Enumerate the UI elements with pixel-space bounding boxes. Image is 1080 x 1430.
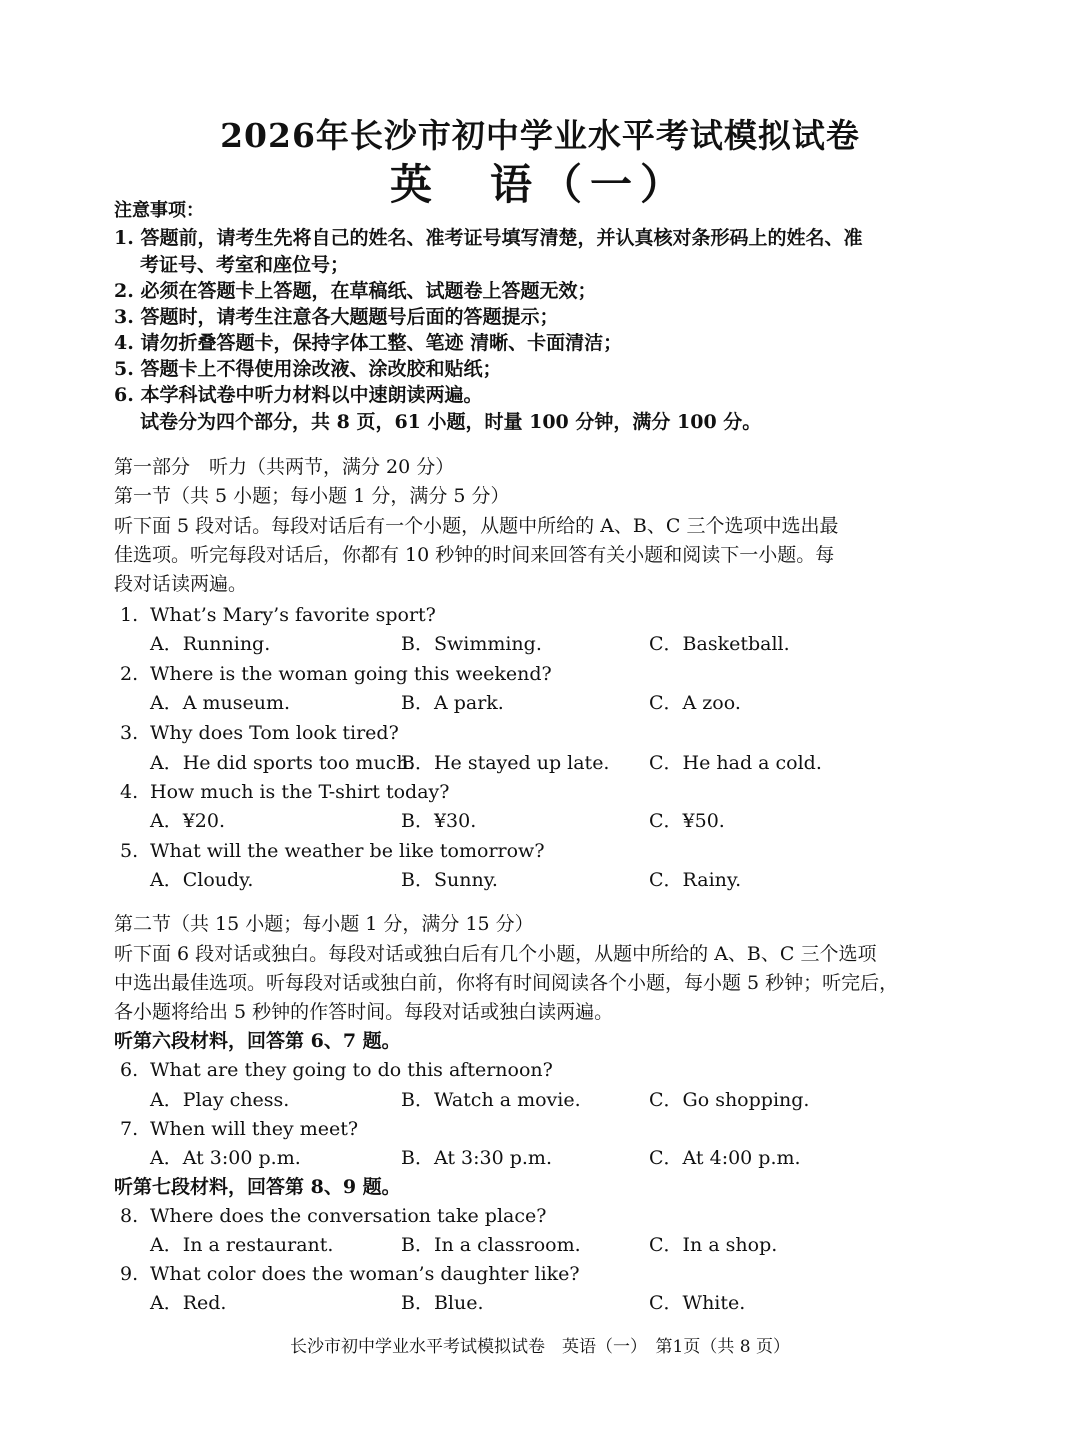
notice-item: 3. 答题时，请考生注意各大题题号后面的答题提示；	[114, 306, 559, 328]
part1-heading: 第一部分 听力（共两节，满分 20 分）	[114, 456, 455, 478]
question-6	[0, 1057, 1080, 1083]
question-9	[0, 1261, 1080, 1287]
section2-instructions: 各小题将给出 5 秒钟的作答时间。每段对话或独白读两遍。	[114, 1001, 614, 1023]
options-4	[0, 808, 1080, 834]
option-c: C．In a shop.	[649, 1234, 778, 1256]
question-text: When will they meet?	[150, 1118, 359, 1140]
exam-title: 2026年长沙市初中学业水平考试模拟试卷	[220, 116, 860, 155]
option-a: A．In a restaurant.	[150, 1234, 334, 1256]
question-1	[0, 602, 1080, 628]
question-number: 6.	[120, 1059, 139, 1081]
question-8	[0, 1203, 1080, 1229]
question-number: 9.	[120, 1263, 139, 1285]
option-c: C．A zoo.	[649, 692, 741, 714]
option-a: A．He did sports too much.	[150, 752, 415, 774]
option-b: B．A park.	[401, 692, 504, 714]
question-number: 1.	[120, 604, 139, 626]
question-number: 2.	[120, 663, 139, 685]
question-number: 4.	[120, 781, 139, 803]
option-b: B．At 3:30 p.m.	[401, 1147, 552, 1169]
question-4	[0, 779, 1080, 805]
notice-item: 考证号、考室和座位号；	[140, 254, 350, 276]
question-text: Why does Tom look tired?	[150, 722, 399, 744]
option-b: B．¥30.	[401, 810, 477, 832]
section1-heading: 第一节（共 5 小题；每小题 1 分，满分 5 分）	[114, 485, 510, 507]
question-5	[0, 838, 1080, 864]
option-a: A．At 3:00 p.m.	[150, 1147, 301, 1169]
group6-heading: 听第六段材料，回答第 6、7 题。	[114, 1030, 401, 1052]
notice-item: 4. 请勿折叠答题卡，保持字体工整、笔迹 清晰、卡面清洁；	[114, 332, 623, 354]
subject-title: 英 语（一）	[389, 160, 690, 209]
question-text: Where is the woman going this weekend?	[150, 663, 552, 685]
question-number: 5.	[120, 840, 139, 862]
option-b: B．Swimming.	[401, 633, 542, 655]
group7-heading: 听第七段材料，回答第 8、9 题。	[114, 1176, 401, 1198]
options-5	[0, 867, 1080, 893]
question-7	[0, 1116, 1080, 1142]
section1-instructions: 段对话读两遍。	[114, 573, 248, 595]
notice-item: 6. 本学科试卷中听力材料以中速朗读两遍。	[114, 384, 483, 406]
option-c: C．White.	[649, 1292, 746, 1314]
notice-item: 5. 答题卡上不得使用涂改液、涂改胶和贴纸；	[114, 358, 502, 380]
notice-heading: 注意事项：	[114, 200, 204, 221]
section2-heading: 第二节（共 15 小题；每小题 1 分，满分 15 分）	[114, 913, 534, 935]
section1-instructions: 佳选项。听完每段对话后，你都有 10 秒钟的时间来回答有关小题和阅读下一小题。每	[114, 544, 835, 566]
option-c: C．Rainy.	[649, 869, 742, 891]
section2-instructions: 听下面 6 段对话或独白。每段对话或独白后有几个小题，从题中所给的 A、B、C 三个选项	[114, 943, 877, 965]
options-6	[0, 1087, 1080, 1113]
options-7	[0, 1145, 1080, 1171]
section1-instructions: 听下面 5 段对话。每段对话后有一个小题，从题中所给的 A、B、C 三个选项中选出最	[114, 515, 839, 537]
question-3	[0, 720, 1080, 746]
question-text: What will the weather be like tomorrow?	[150, 840, 545, 862]
question-text: How much is the T-shirt today?	[150, 781, 450, 803]
option-a: A．Running.	[150, 633, 271, 655]
option-a: A．Cloudy.	[150, 869, 254, 891]
options-1	[0, 631, 1080, 657]
page-footer: 长沙市初中学业水平考试模拟试卷 英语（一） 第1页（共 8 页）	[290, 1337, 790, 1357]
options-3	[0, 750, 1080, 776]
question-number: 3.	[120, 722, 139, 744]
option-a: A．Play chess.	[150, 1089, 290, 1111]
question-text: What color does the woman’s daughter like?	[150, 1263, 580, 1285]
option-b: B．He stayed up late.	[401, 752, 610, 774]
question-text: Where does the conversation take place?	[150, 1205, 547, 1227]
options-8	[0, 1232, 1080, 1258]
option-b: B．Blue.	[401, 1292, 484, 1314]
question-number: 7.	[120, 1118, 139, 1140]
option-c: C．At 4:00 p.m.	[649, 1147, 801, 1169]
option-a: A．Red.	[150, 1292, 227, 1314]
option-b: B．Watch a movie.	[401, 1089, 581, 1111]
notice-item: 1. 答题前，请考生先将自己的姓名、准考证号填写清楚，并认真核对条形码上的姓名、准	[114, 227, 863, 249]
option-c: C．Go shopping.	[649, 1089, 810, 1111]
option-c: C．¥50.	[649, 810, 725, 832]
option-a: A．¥20.	[150, 810, 226, 832]
question-text: What are they going to do this afternoon?	[150, 1059, 553, 1081]
option-a: A．A museum.	[150, 692, 291, 714]
options-9	[0, 1290, 1080, 1316]
option-c: C．Basketball.	[649, 633, 790, 655]
option-b: B．In a classroom.	[401, 1234, 581, 1256]
option-c: C．He had a cold.	[649, 752, 822, 774]
question-2	[0, 661, 1080, 687]
section2-instructions: 中选出最佳选项。听每段对话或独白前，你将有时间阅读各个小题，每小题 5 秒钟；听完后，	[114, 972, 899, 994]
notice-item: 2. 必须在答题卡上答题，在草稿纸、试题卷上答题无效；	[114, 280, 597, 302]
notice-summary: 试卷分为四个部分，共 8 页，61 小题，时量 100 分钟，满分 100 分。	[140, 411, 762, 433]
options-2	[0, 690, 1080, 716]
question-number: 8.	[120, 1205, 139, 1227]
option-b: B．Sunny.	[401, 869, 498, 891]
question-text: What’s Mary’s favorite sport?	[150, 604, 436, 626]
